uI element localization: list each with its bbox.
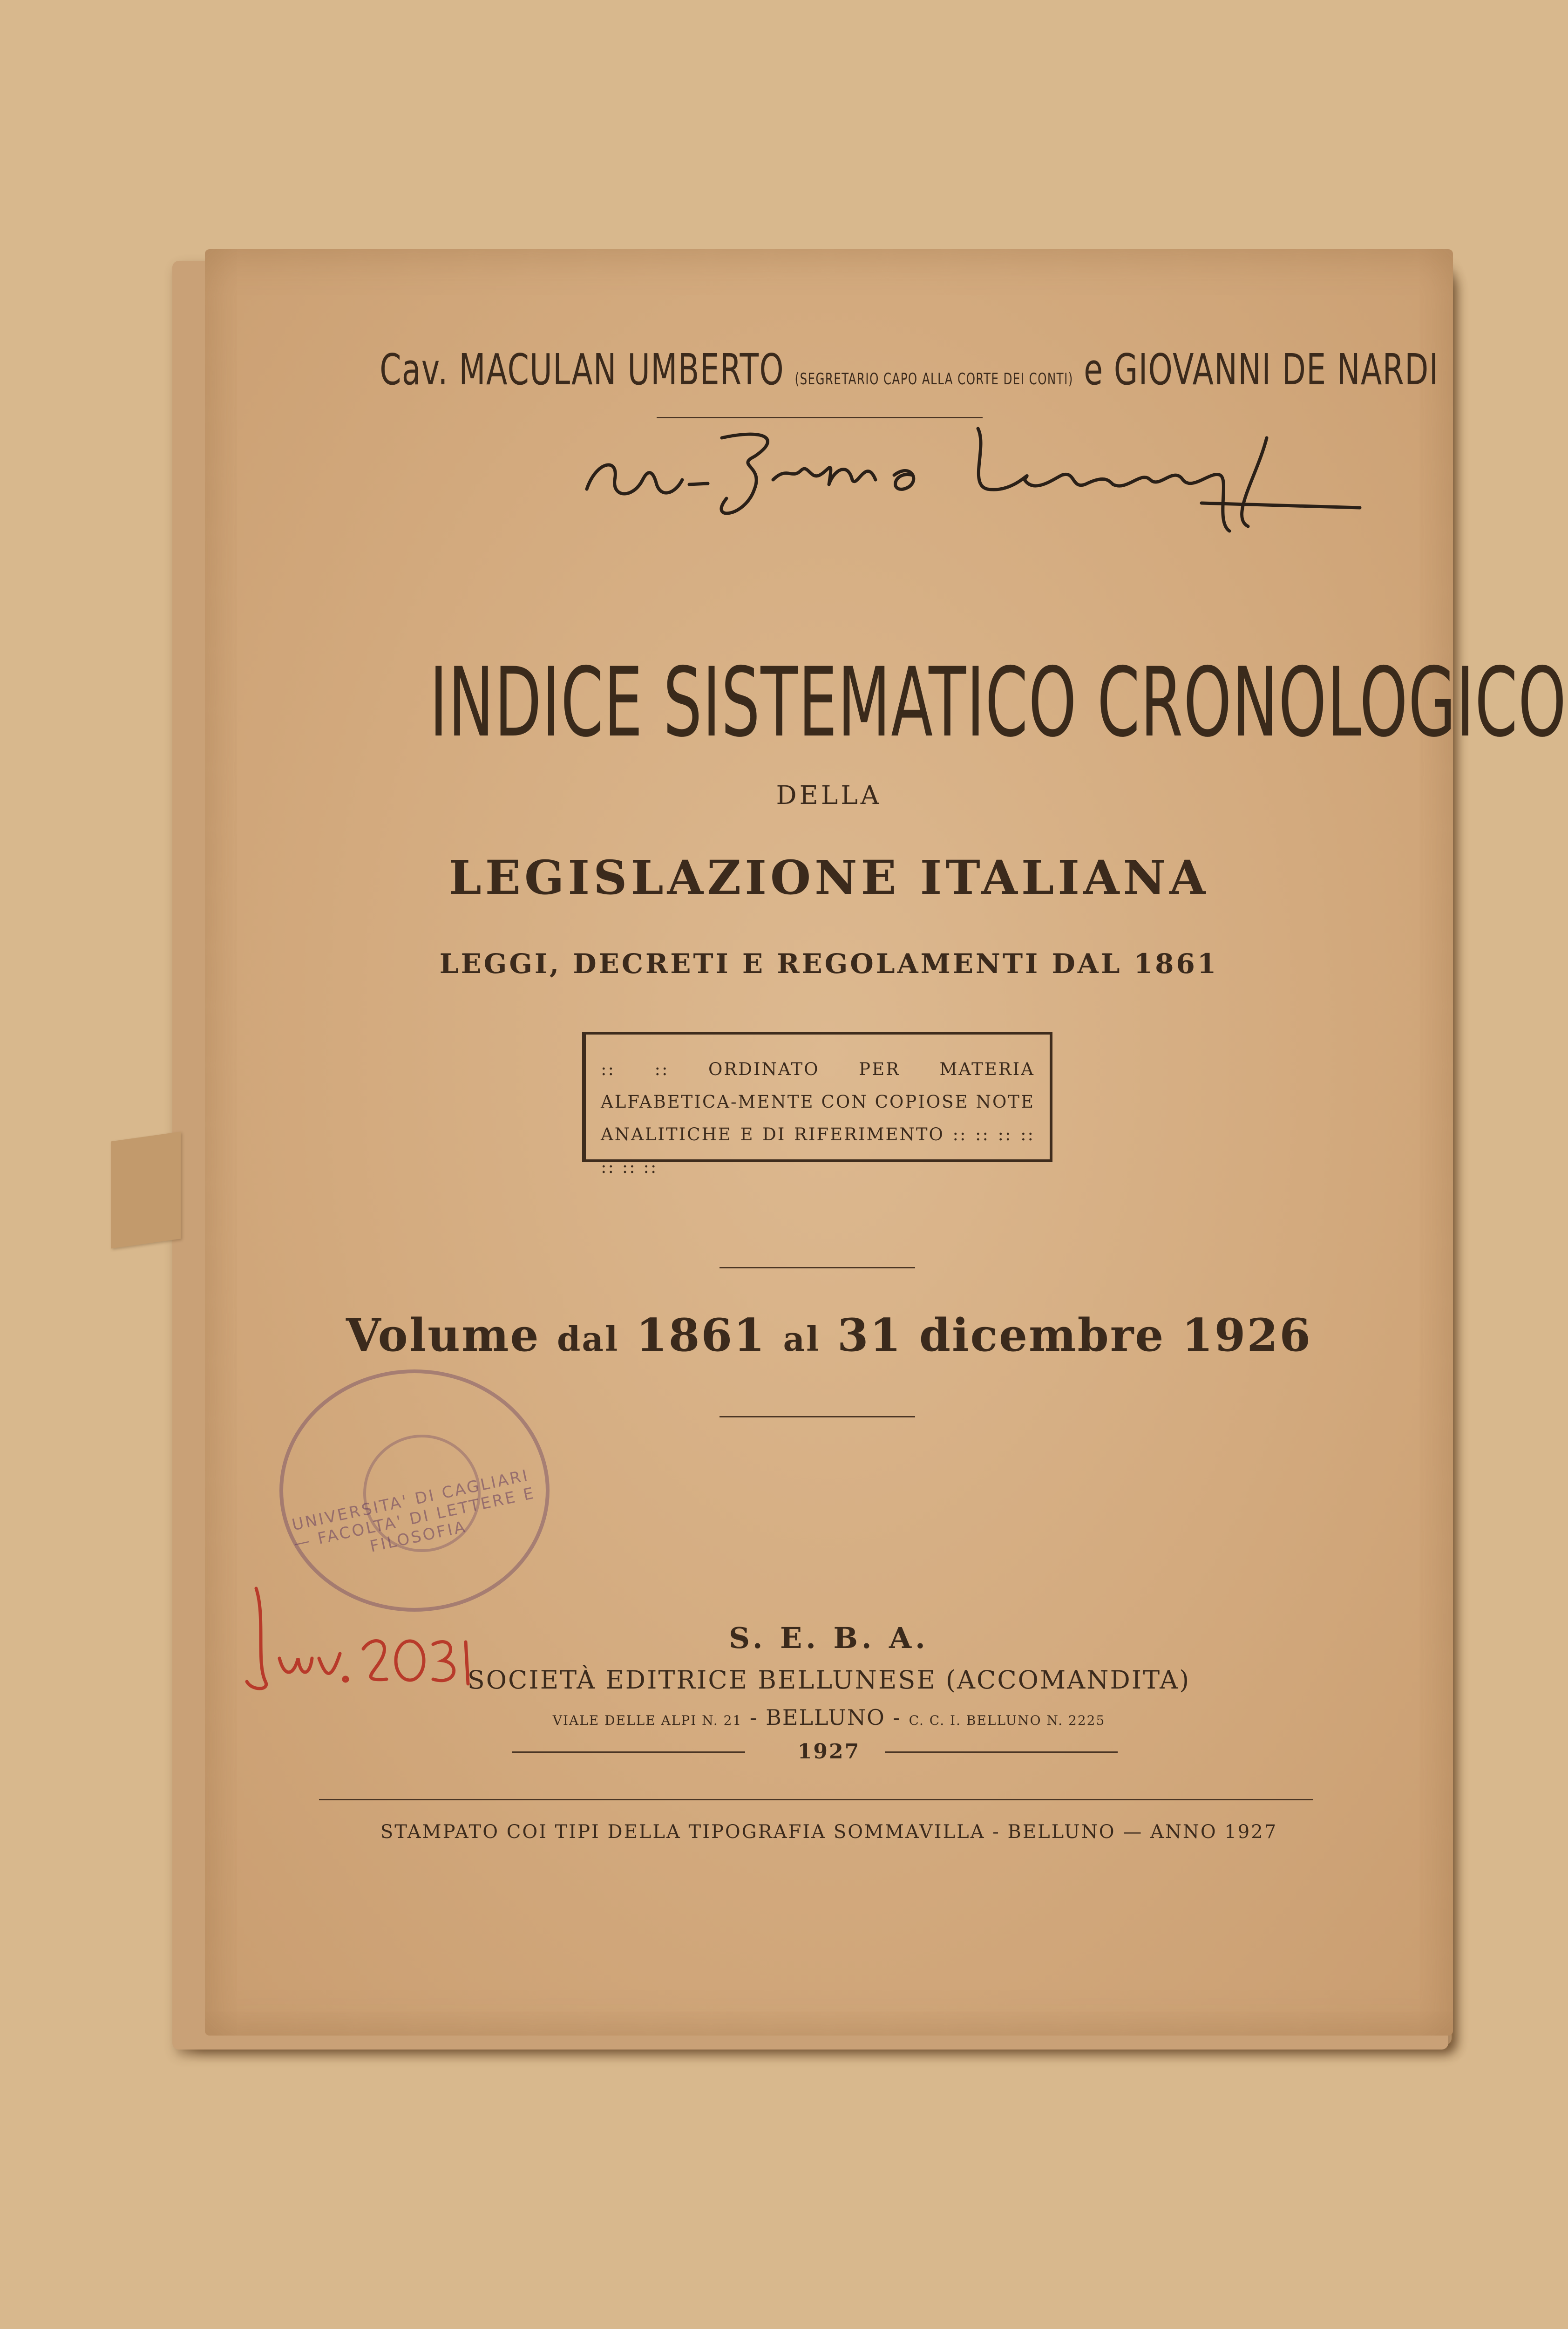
inventory-note-text: Inv. 2031 <box>238 1574 240 1575</box>
volume-end: 31 dicembre 1926 <box>837 1309 1312 1362</box>
university-stamp-text: UNIVERSITA' DI CAGLIARI — FACOLTA' DI LETTERE E FILOSOFIA <box>290 1466 537 1556</box>
della-text: DELLA <box>776 780 882 810</box>
handwritten-signature <box>568 410 1383 578</box>
authors-line <box>380 345 1439 395</box>
volume-start: 1861 <box>636 1309 767 1362</box>
book-subtitle: LEGGI, DECRETI E REGOLAMENTI DAL 1861 <box>439 948 1219 980</box>
author-1: MACULAN UMBERTO <box>459 345 785 395</box>
address-left: VIALE DELLE ALPI N. 21 <box>552 1713 742 1728</box>
address-city: - BELLUNO - <box>749 1705 901 1730</box>
publication-year: 1927 <box>797 1740 861 1764</box>
publisher-abbr: S. E. B. A. <box>729 1621 929 1655</box>
volume-rule-bottom <box>720 1416 915 1417</box>
volume-line <box>205 1309 1453 1362</box>
volume-word: Volume <box>346 1309 540 1362</box>
author-prefix: Cav. <box>380 345 448 395</box>
volume-rule-top <box>720 1267 915 1268</box>
publisher-name: SOCIETÀ EDITRICE BELLUNESE (ACCOMANDITA) <box>467 1665 1191 1695</box>
page-tab <box>111 1131 181 1248</box>
address-right: C. C. I. BELLUNO N. 2225 <box>909 1713 1106 1728</box>
author-1-note: (SEGRETARIO CAPO ALLA CORTE DEI CONTI) <box>794 370 1073 388</box>
description-box: :: :: ORDINATO PER MATERIA ALFABETICA-MENTE CON COPIOSE NOTE ANALITICHE E DI RIFERIMENTO :: :: :: :: :: :: :: <box>582 1032 1052 1162</box>
footer-rule <box>319 1799 1313 1800</box>
year-rule-right <box>885 1751 1118 1753</box>
volume-al: al <box>783 1319 821 1359</box>
volume-dal: dal <box>557 1319 619 1359</box>
book-title: INDICE SISTEMATICO CRONOLOGICO <box>429 647 1567 758</box>
authors-conjunction: e <box>1084 345 1104 395</box>
publisher-address <box>205 1705 1453 1730</box>
author-2: GIOVANNI DE NARDI <box>1113 345 1439 395</box>
printer-line: STAMPATO COI TIPI DELLA TIPOGRAFIA SOMMAVILLA - BELLUNO — ANNO 1927 <box>380 1821 1278 1843</box>
book-subject: LEGISLAZIONE ITALIANA <box>448 850 1209 905</box>
